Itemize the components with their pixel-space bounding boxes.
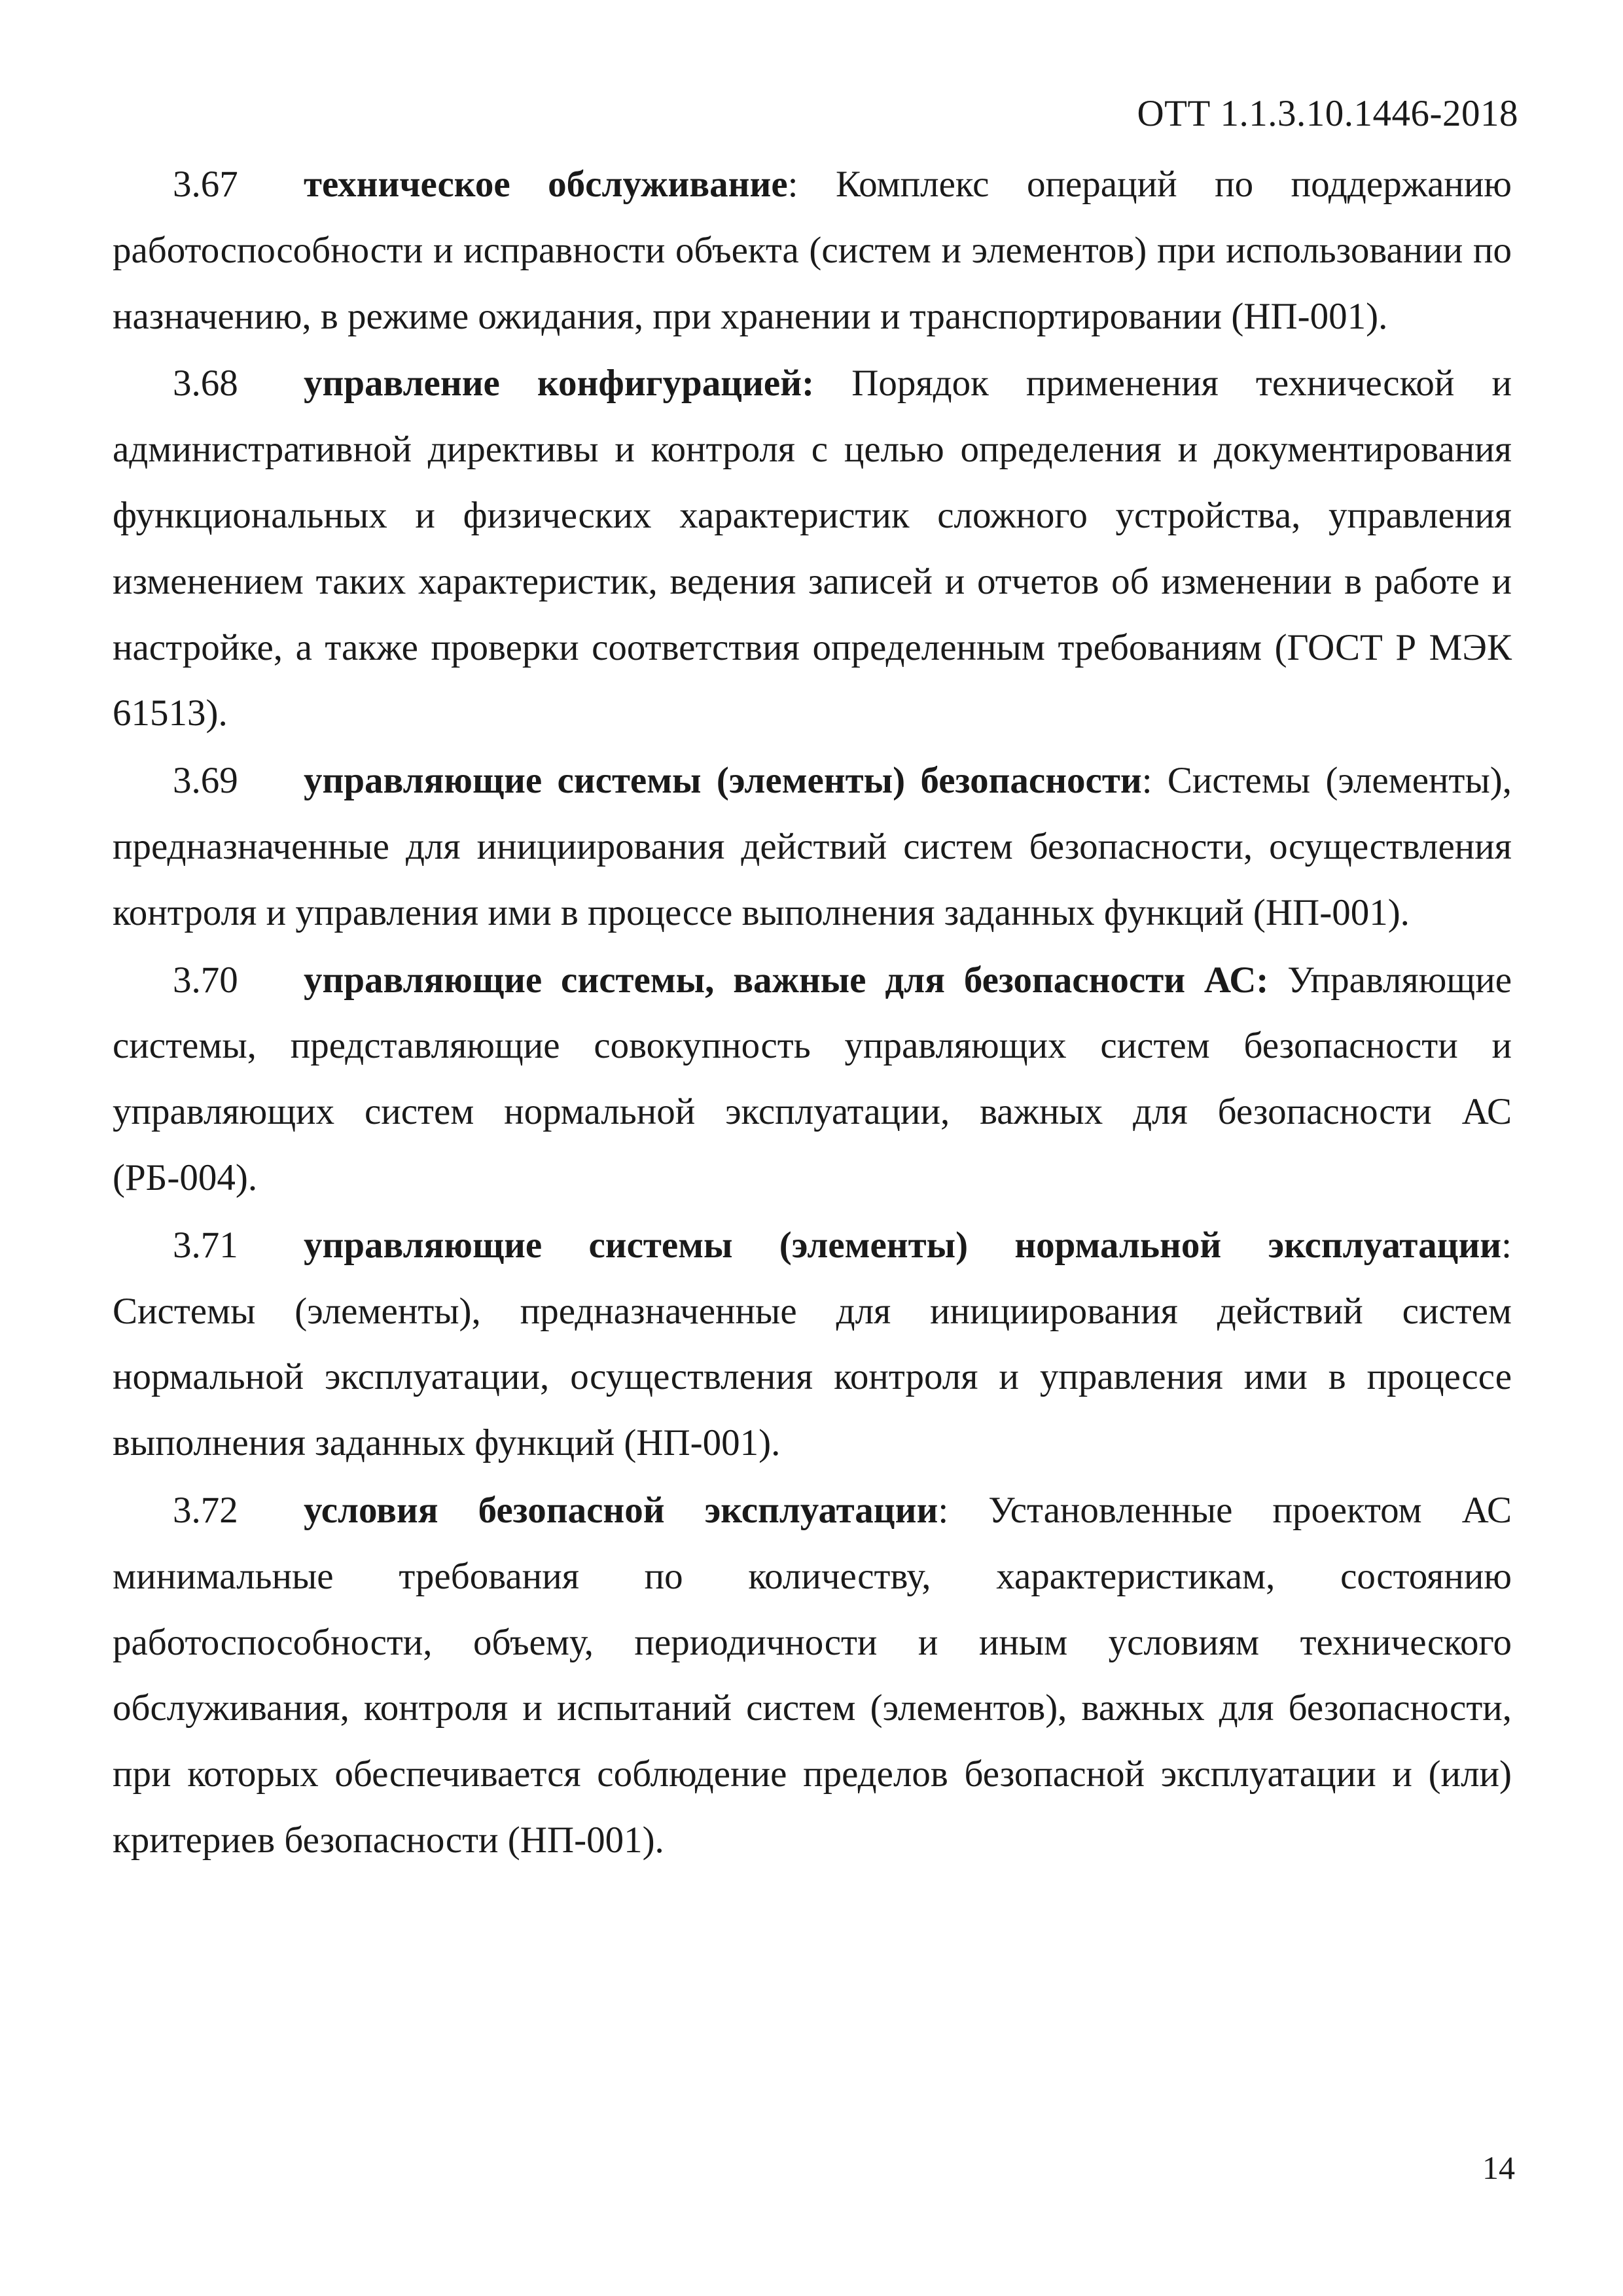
term-separator: : [787, 164, 836, 205]
document-code: ОТТ 1.1.3.10.1446-2018 [1137, 93, 1518, 134]
term-separator [814, 363, 851, 404]
term-name: управляющие системы (элементы) безопасности [304, 760, 1142, 802]
term-number: 3.72 [173, 1489, 238, 1531]
term-number: 3.68 [173, 363, 238, 404]
term-definition: Порядок применения технической и административной директивы и контроля с целью определения и документирования функциональных и физических характеристик сложного устройства, управления изменением таких характеристик, ведения записей и отчетов об изменении в работе и настройке, а также проверки соответствия определенным требованиям (ГОСТ Р МЭК 61513). [113, 363, 1512, 734]
term-entry [113, 152, 1512, 350]
term-name: условия безопасной эксплуатации [304, 1489, 938, 1531]
term-name: управляющие системы (элементы) нормальной эксплуатации [304, 1224, 1502, 1266]
term-separator: : [1501, 1224, 1512, 1266]
term-definition: Управляющие системы, представляющие совокупность управляющих систем безопасности и управляющих систем нормальной эксплуатации, важных для безопасности АС (РБ-004). [113, 959, 1512, 1198]
term-number: 3.67 [173, 164, 238, 205]
terms-list [113, 152, 1512, 1874]
term-definition: Установленные проектом АС минимальные требования по количеству, характеристикам, состоянию работоспособности, объему, периодичности и иным условиям технического обслуживания, контроля и испытаний систем (элементов), важных для безопасности, при которых обеспечивается соблюдение пределов безопасной эксплуатации и (или) критериев безопасности (НП-001). [113, 1489, 1512, 1861]
term-name: техническое обслуживание [304, 164, 788, 205]
term-number: 3.71 [173, 1224, 238, 1266]
term-number: 3.70 [173, 959, 238, 1001]
term-definition: Комплекс операций по поддержанию работоспособности и исправности объекта (систем и элементов) при использовании по назначению, в режиме ожидания, при хранении и транспортировании (НП-001). [113, 164, 1512, 337]
term-entry [113, 1213, 1512, 1477]
term-entry [113, 351, 1512, 747]
term-entry [113, 948, 1512, 1211]
term-name: управляющие системы, важные для безопасности АС: [304, 959, 1269, 1001]
term-entry [113, 748, 1512, 946]
term-number: 3.69 [173, 760, 238, 802]
term-entry [113, 1478, 1512, 1874]
term-separator: : [938, 1489, 989, 1531]
term-separator: : [1141, 760, 1168, 802]
term-name: управление конфигурацией: [304, 363, 815, 404]
term-separator [1268, 960, 1287, 1001]
term-definition: Системы (элементы), предназначенные для инициирования действий систем нормальной эксплуатации, осуществления контроля и управления ими в процессе выполнения заданных функций (НП-001). [113, 1290, 1512, 1464]
term-definition: Системы (элементы), предназначенные для инициирования действий систем безопасности, осуществления контроля и управления ими в процессе выполнения заданных функций (НП-001). [113, 760, 1512, 933]
page-number: 14 [1482, 2149, 1515, 2186]
